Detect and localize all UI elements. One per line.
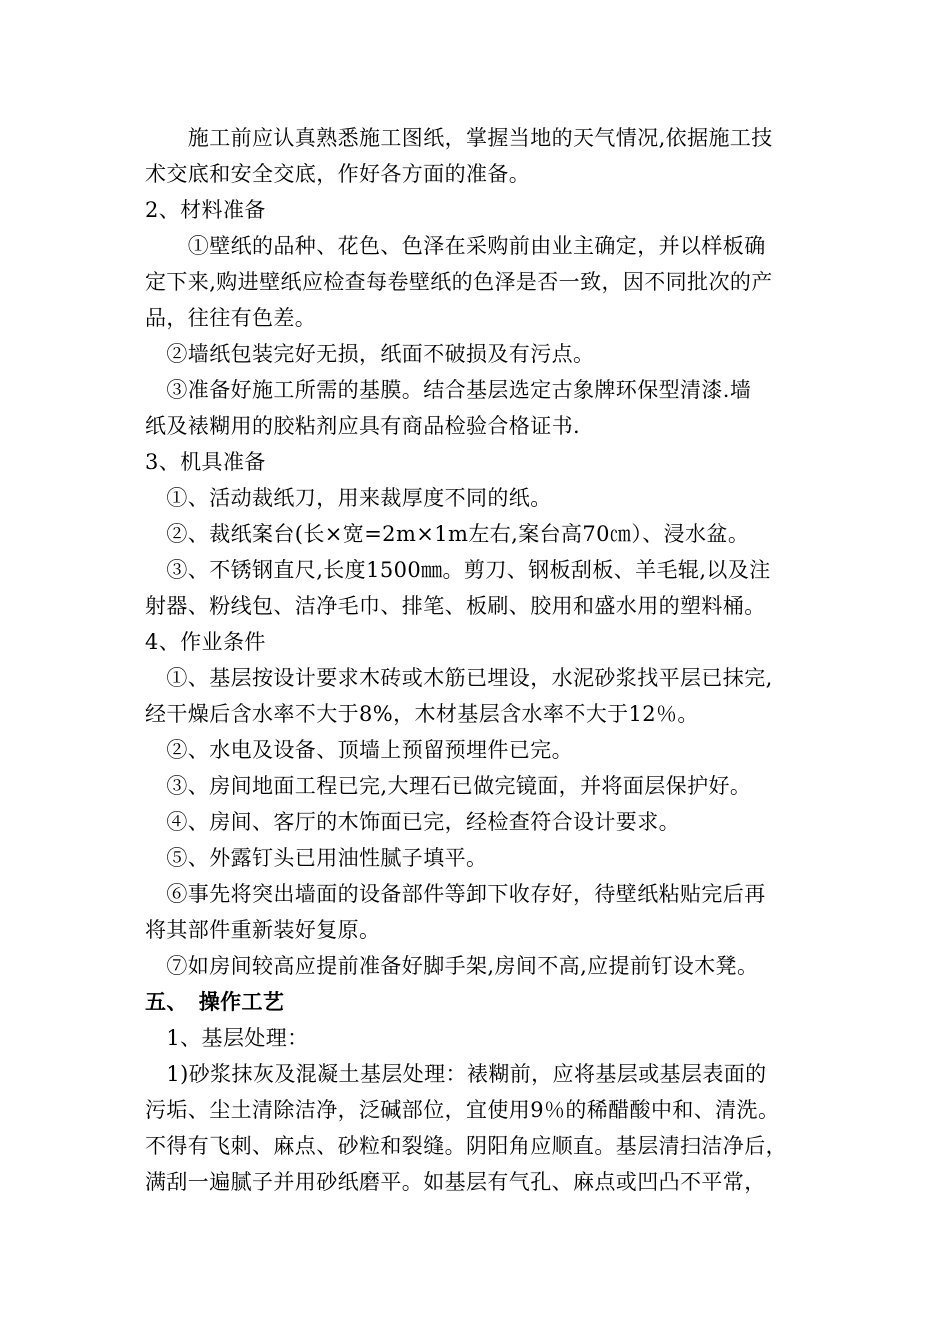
list-item: 1)砂浆抹灰及混凝土基层处理：裱糊前，应将基层或基层表面的 bbox=[145, 1062, 767, 1086]
list-item: ②、水电及设备、顶墙上预留预埋件已完。 bbox=[145, 738, 573, 762]
chapter-heading: 五、 操作工艺 bbox=[145, 989, 285, 1014]
list-item: ⑦如房间较高应提前准备好脚手架,房间不高,应提前钉设木凳。 bbox=[145, 954, 759, 978]
list-item: ①壁纸的品种、花色、色泽在采购前由业主确定，并以样板确 bbox=[145, 234, 766, 258]
paragraph-line: 射器、粉线包、洁净毛巾、排笔、板刷、胶用和盛水用的塑料桶。 bbox=[145, 594, 766, 618]
section-heading: 3、机具准备 bbox=[145, 450, 266, 474]
list-item: ①、基层按设计要求木砖或木筋已埋设，水泥砂浆找平层已抹完, bbox=[145, 666, 773, 690]
paragraph-line: 纸及裱糊用的胶粘剂应具有商品检验合格证书. bbox=[145, 414, 581, 438]
subsection-heading: 1、基层处理： bbox=[145, 1026, 309, 1050]
paragraph-line: 品，往往有色差。 bbox=[145, 306, 317, 330]
paragraph-line: 经干燥后含水率不大于8%，木材基层含水率不大于12％。 bbox=[145, 702, 699, 726]
section-heading: 4、作业条件 bbox=[145, 630, 266, 654]
list-item: ③、房间地面工程已完,大理石已做完镜面，并将面层保护好。 bbox=[145, 774, 752, 798]
list-item: ⑥事先将突出墙面的设备部件等卸下收存好，待壁纸粘贴完后再 bbox=[145, 882, 766, 906]
paragraph-line: 污垢、尘土清除洁净，泛碱部位，宜使用9％的稀醋酸中和、清洗。 bbox=[145, 1098, 780, 1122]
section-heading: 2、材料准备 bbox=[145, 198, 266, 222]
paragraph-line: 将其部件重新装好复原。 bbox=[145, 918, 381, 942]
list-item: ②墙纸包装完好无损，纸面不破损及有污点。 bbox=[145, 342, 595, 366]
list-item: ③准备好施工所需的基膜。结合基层选定古象牌环保型清漆.墙 bbox=[145, 378, 752, 402]
list-item: ①、活动裁纸刀，用来裁厚度不同的纸。 bbox=[145, 486, 552, 510]
list-item: ②、裁纸案台(长×宽=2m×1m左右,案台高70㎝）、浸水盆。 bbox=[145, 522, 750, 546]
list-item: ⑤、外露钉头已用油性腻子填平。 bbox=[145, 846, 488, 870]
paragraph-line: 施工前应认真熟悉施工图纸，掌握当地的天气情况,依据施工技 bbox=[145, 126, 773, 150]
list-item: ③、不锈钢直尺,长度1500㎜。剪刀、钢板刮板、羊毛辊,以及注 bbox=[145, 558, 771, 582]
paragraph-line: 不得有飞刺、麻点、砂粒和裂缝。阴阳角应顺直。基层清扫洁净后， bbox=[145, 1134, 787, 1158]
paragraph-line: 满刮一遍腻子并用砂纸磨平。如基层有气孔、麻点或凹凸不平常， bbox=[145, 1170, 766, 1194]
list-item: ④、房间、客厅的木饰面已完，经检查符合设计要求。 bbox=[145, 810, 680, 834]
paragraph-line: 术交底和安全交底，作好各方面的准备。 bbox=[145, 162, 531, 186]
paragraph-line: 定下来,购进壁纸应检查每卷壁纸的色泽是否一致，因不同批次的产 bbox=[145, 270, 773, 294]
